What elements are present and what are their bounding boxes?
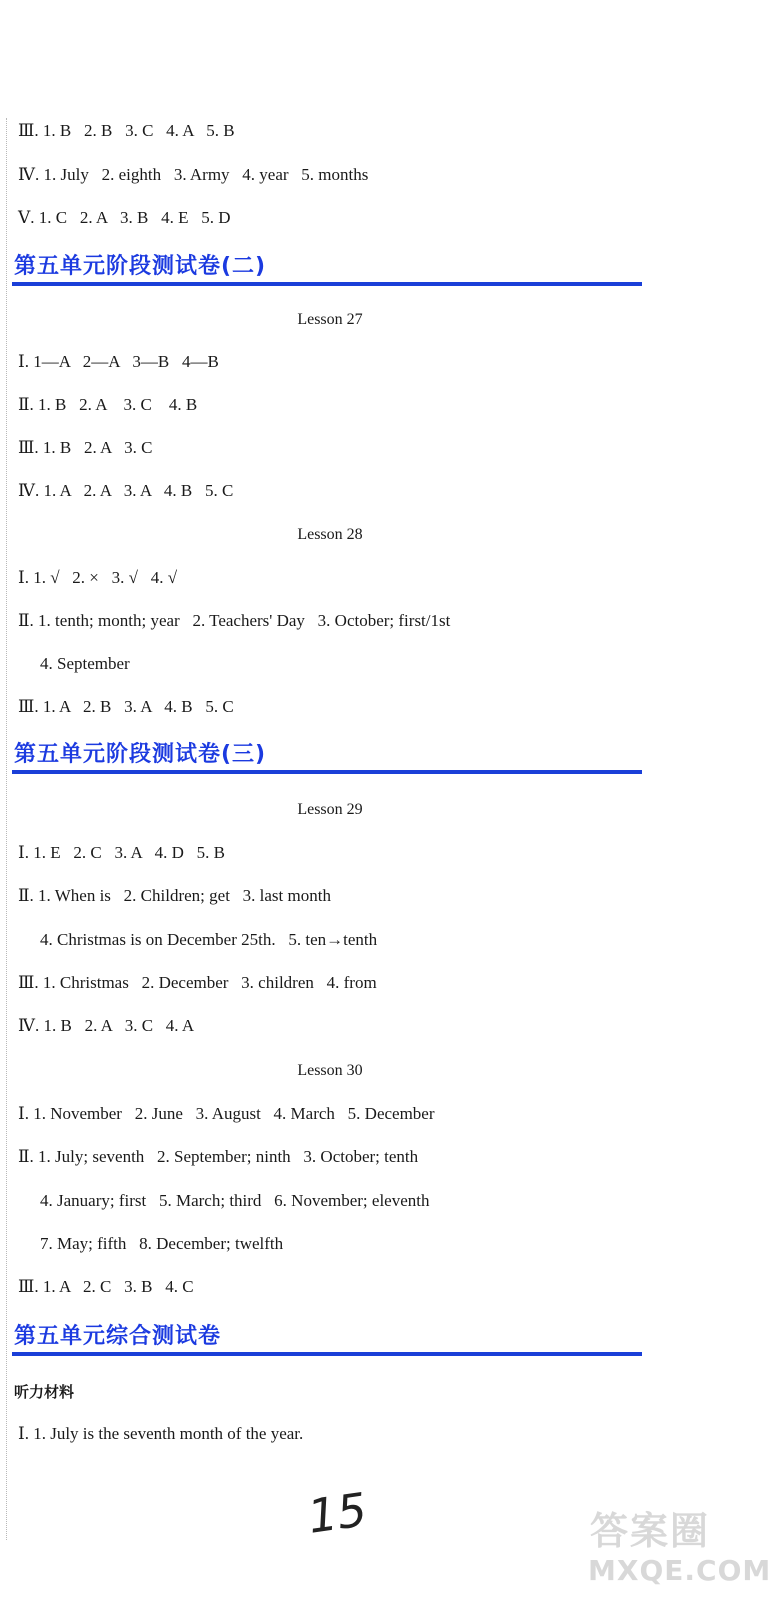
answer-line: Ⅲ. 1. B 2. B 3. C 4. A 5. B: [18, 121, 235, 140]
answer-line: Ⅰ. 1. November 2. June 3. August 4. March 5. December: [18, 1104, 435, 1123]
lesson-title: Lesson 29: [297, 801, 363, 818]
lesson-title: Lesson 27: [297, 311, 363, 328]
answer-line: Ⅴ. 1. C 2. A 3. B 4. E 5. D: [18, 208, 231, 227]
answer-line: Ⅰ. 1. √ 2. × 3. √ 4. √: [18, 568, 178, 587]
section-heading: [12, 736, 642, 774]
answer-line: Ⅳ. 1. July 2. eighth 3. Army 4. year 5. months: [18, 165, 369, 184]
watermark-url: MXQE.COM: [588, 1554, 772, 1587]
answer-line: 4. Christmas is on December 25th. 5. ten→tenth: [40, 930, 378, 949]
section-heading: [12, 1318, 642, 1356]
answer-line: Ⅰ. 1—A 2—A 3—B 4—B: [18, 352, 219, 371]
section-title: 第五单元阶段测试卷(三): [14, 742, 267, 767]
answer-line: Ⅱ. 1. When is 2. Children; get 3. last month: [18, 886, 331, 905]
listening-material-heading: 听力材料: [14, 1383, 75, 1401]
answer-line: Ⅲ. 1. Christmas 2. December 3. children 4. from: [18, 973, 377, 992]
answer-line: Ⅲ. 1. B 2. A 3. C: [18, 438, 153, 457]
binding-margin-line: [6, 118, 7, 1540]
section-title: 第五单元综合测试卷: [14, 1324, 222, 1349]
answer-line: 7. May; fifth 8. December; twelfth: [40, 1234, 284, 1253]
answer-line: 4. January; first 5. March; third 6. November; eleventh: [40, 1191, 430, 1210]
answer-line: Ⅲ. 1. A 2. B 3. A 4. B 5. C: [18, 697, 234, 716]
answer-line: Ⅱ. 1. July; seventh 2. September; ninth 3. October; tenth: [18, 1147, 419, 1166]
lesson-title: Lesson 28: [297, 526, 363, 543]
answer-line: Ⅳ. 1. A 2. A 3. A 4. B 5. C: [18, 481, 234, 500]
answer-line: Ⅲ. 1. A 2. C 3. B 4. C: [18, 1277, 194, 1296]
section-title: 第五单元阶段测试卷(二): [14, 254, 267, 279]
answer-line: 4. September: [40, 654, 130, 673]
answer-line: Ⅰ. 1. E 2. C 3. A 4. D 5. B: [18, 843, 225, 862]
answer-line: Ⅱ. 1. B 2. A 3. C 4. B: [18, 395, 198, 414]
answer-line: Ⅱ. 1. tenth; month; year 2. Teachers' Day 3. October; first/1st: [18, 611, 451, 630]
watermark-logo: [588, 1500, 772, 1592]
lesson-title: Lesson 30: [297, 1062, 363, 1079]
answer-line: Ⅳ. 1. B 2. A 3. C 4. A: [18, 1016, 195, 1035]
watermark-text: 答案圈: [590, 1509, 711, 1553]
section-heading: [12, 248, 642, 286]
answer-line: Ⅰ. 1. July is the seventh month of the year.: [18, 1424, 304, 1443]
page-number: 15: [304, 1482, 371, 1544]
